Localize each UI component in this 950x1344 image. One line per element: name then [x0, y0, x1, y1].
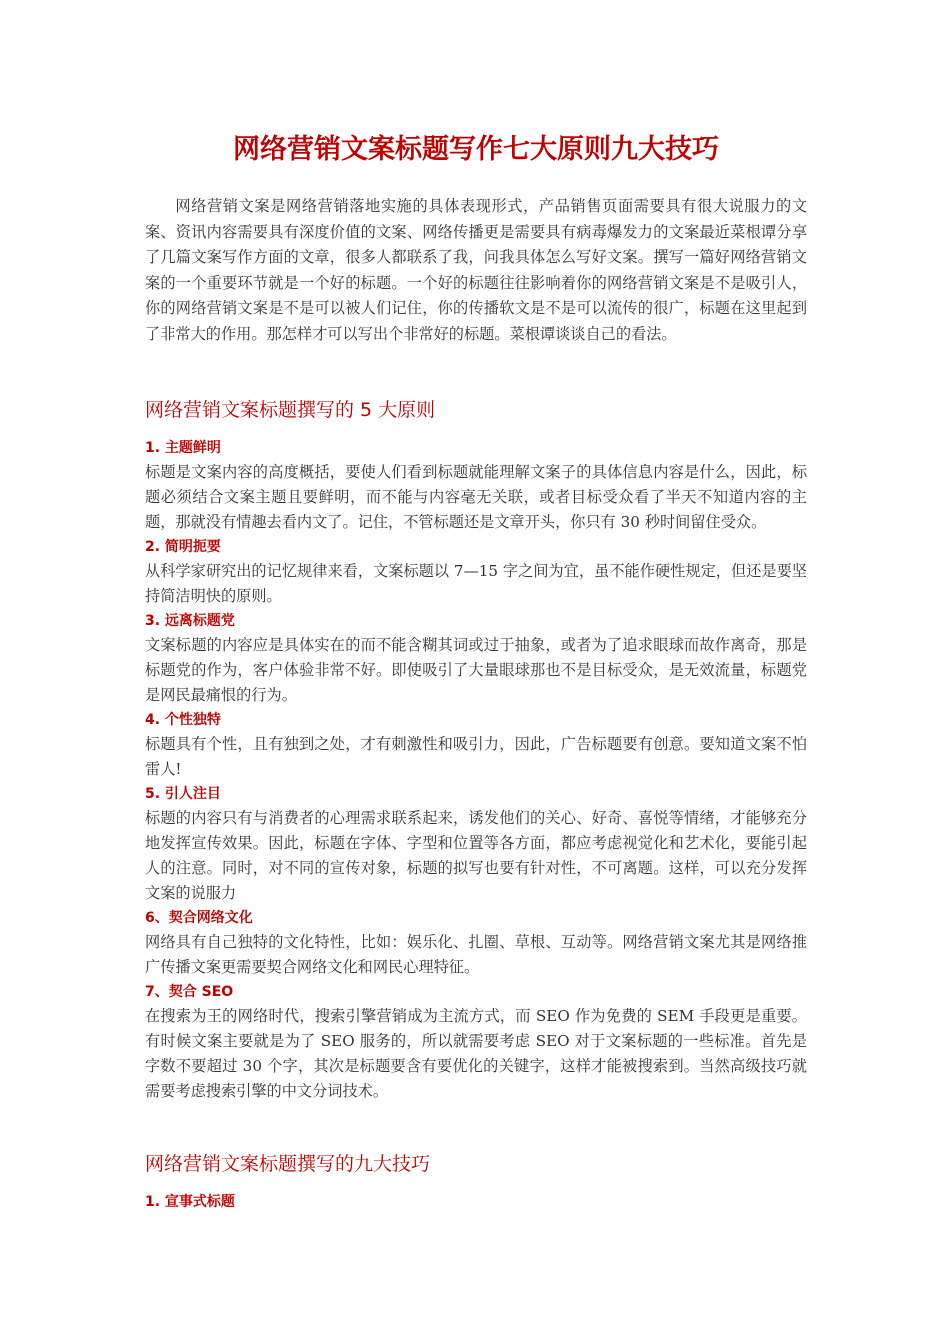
principle-item: [145, 708, 807, 782]
principle-item: [145, 980, 807, 1104]
section-title-techniques: 网络营销文案标题撰写的九大技巧: [145, 1153, 431, 1175]
principle-heading: 3. 远离标题党: [145, 613, 235, 629]
principle-body: 文案标题的内容应是具体实在的而不能含糊其词或过于抽象，或者为了追求眼球而故作离奇，那是标题党的作为，客户体验非常不好。即使吸引了大量眼球那也不是目标受众，是无效流量，标题党是网民最痛恨的行为。: [145, 636, 807, 704]
principle-heading: 4. 个性独特: [145, 712, 221, 728]
technique-item: [145, 1190, 807, 1214]
principle-body: 网络具有自己独特的文化特性，比如：娱乐化、扎圈、草根、互动等。网络营销文案尤其是网络推广传播文案更需要契合网络文化和网民心理特征。: [145, 933, 807, 976]
principle-heading: 1. 主题鲜明: [145, 440, 221, 456]
principle-body: 标题是文案内容的高度概括，要使人们看到标题就能理解文案子的具体信息内容是什么，因此，标题必须结合文案主题且要鲜明，而不能与内容毫无关联，或者目标受众看了半天不知道内容的主题，那就没有情趣去看内文了。记住，不管标题还是文章开头，你只有 30 秒时间留住受众。: [145, 463, 807, 531]
principle-heading: 2. 简明扼要: [145, 539, 221, 555]
technique-heading: 1. 宣事式标题: [145, 1194, 235, 1210]
principle-item: [145, 535, 807, 609]
principle-heading: 6、契合网络文化: [145, 910, 253, 926]
principle-body: 在搜索为王的网络时代，搜索引擎营销成为主流方式，而 SEO 作为免费的 SEM 手段更是重要。有时候文案主要就是为了 SEO 服务的，所以就需要考虑 SEO 对于文案标题的一些标准。首先是字数不要超过 30 个字，其次是标题要含有要优化的关键字，这样才能被搜索到。当然高级技巧就需要考虑搜索引擎的中文分词技术。: [145, 1007, 807, 1100]
principle-body: 从科学家研究出的记忆规律来看，文案标题以 7—15 字之间为宜，虽不能作硬性规定，但还是要坚持简洁明快的原则。: [145, 562, 807, 605]
principle-item: [145, 782, 807, 906]
principle-item: [145, 436, 807, 535]
principle-heading: 5. 引人注目: [145, 786, 221, 802]
section-title-principles: 网络营销文案标题撰写的 5 大原则: [145, 399, 436, 421]
principle-body: 标题的内容只有与消费者的心理需求联系起来，诱发他们的关心、好奇、喜悦等情绪，才能够充分地发挥宣传效果。因此，标题在字体、字型和位置等各方面，都应考虑视觉化和艺术化，要能引起人的注意。同时，对不同的宣传对象，标题的拟写也要有针对性，不可离题。这样，可以充分发挥文案的说服力: [145, 809, 807, 902]
intro-paragraph: 网络营销文案是网络营销落地实施的具体表现形式，产品销售页面需要具有很大说服力的文案、资讯内容需要具有深度价值的文案、网络传播更是需要具有病毒爆发力的文案最近菜根谭分享了几篇文案写作方面的文章，很多人都联系了我，问我具体怎么写好文案。撰写一篇好网络营销文案的一个重要环节就是一个好的标题。一个好的标题往往影响着你的网络营销文案是不是吸引人，你的网络营销文案是不是可以被人们记住，你的传播软文是不是可以流传的很广，标题在这里起到了非常大的作用。那怎样才可以写出个非常好的标题。菜根谭谈谈自己的看法。: [145, 197, 807, 343]
principle-item: [145, 609, 807, 708]
principles-section: [145, 394, 807, 1104]
document-title: 网络营销文案标题写作七大原则九大技巧: [233, 134, 719, 165]
principle-body: 标题具有个性，且有独到之处，才有刺激性和吸引力，因此，广告标题要有创意。要知道文案不怕雷人!: [145, 735, 807, 778]
principle-heading: 7、契合 SEO: [145, 984, 234, 1000]
techniques-section: [145, 1148, 807, 1214]
principle-item: [145, 906, 807, 980]
